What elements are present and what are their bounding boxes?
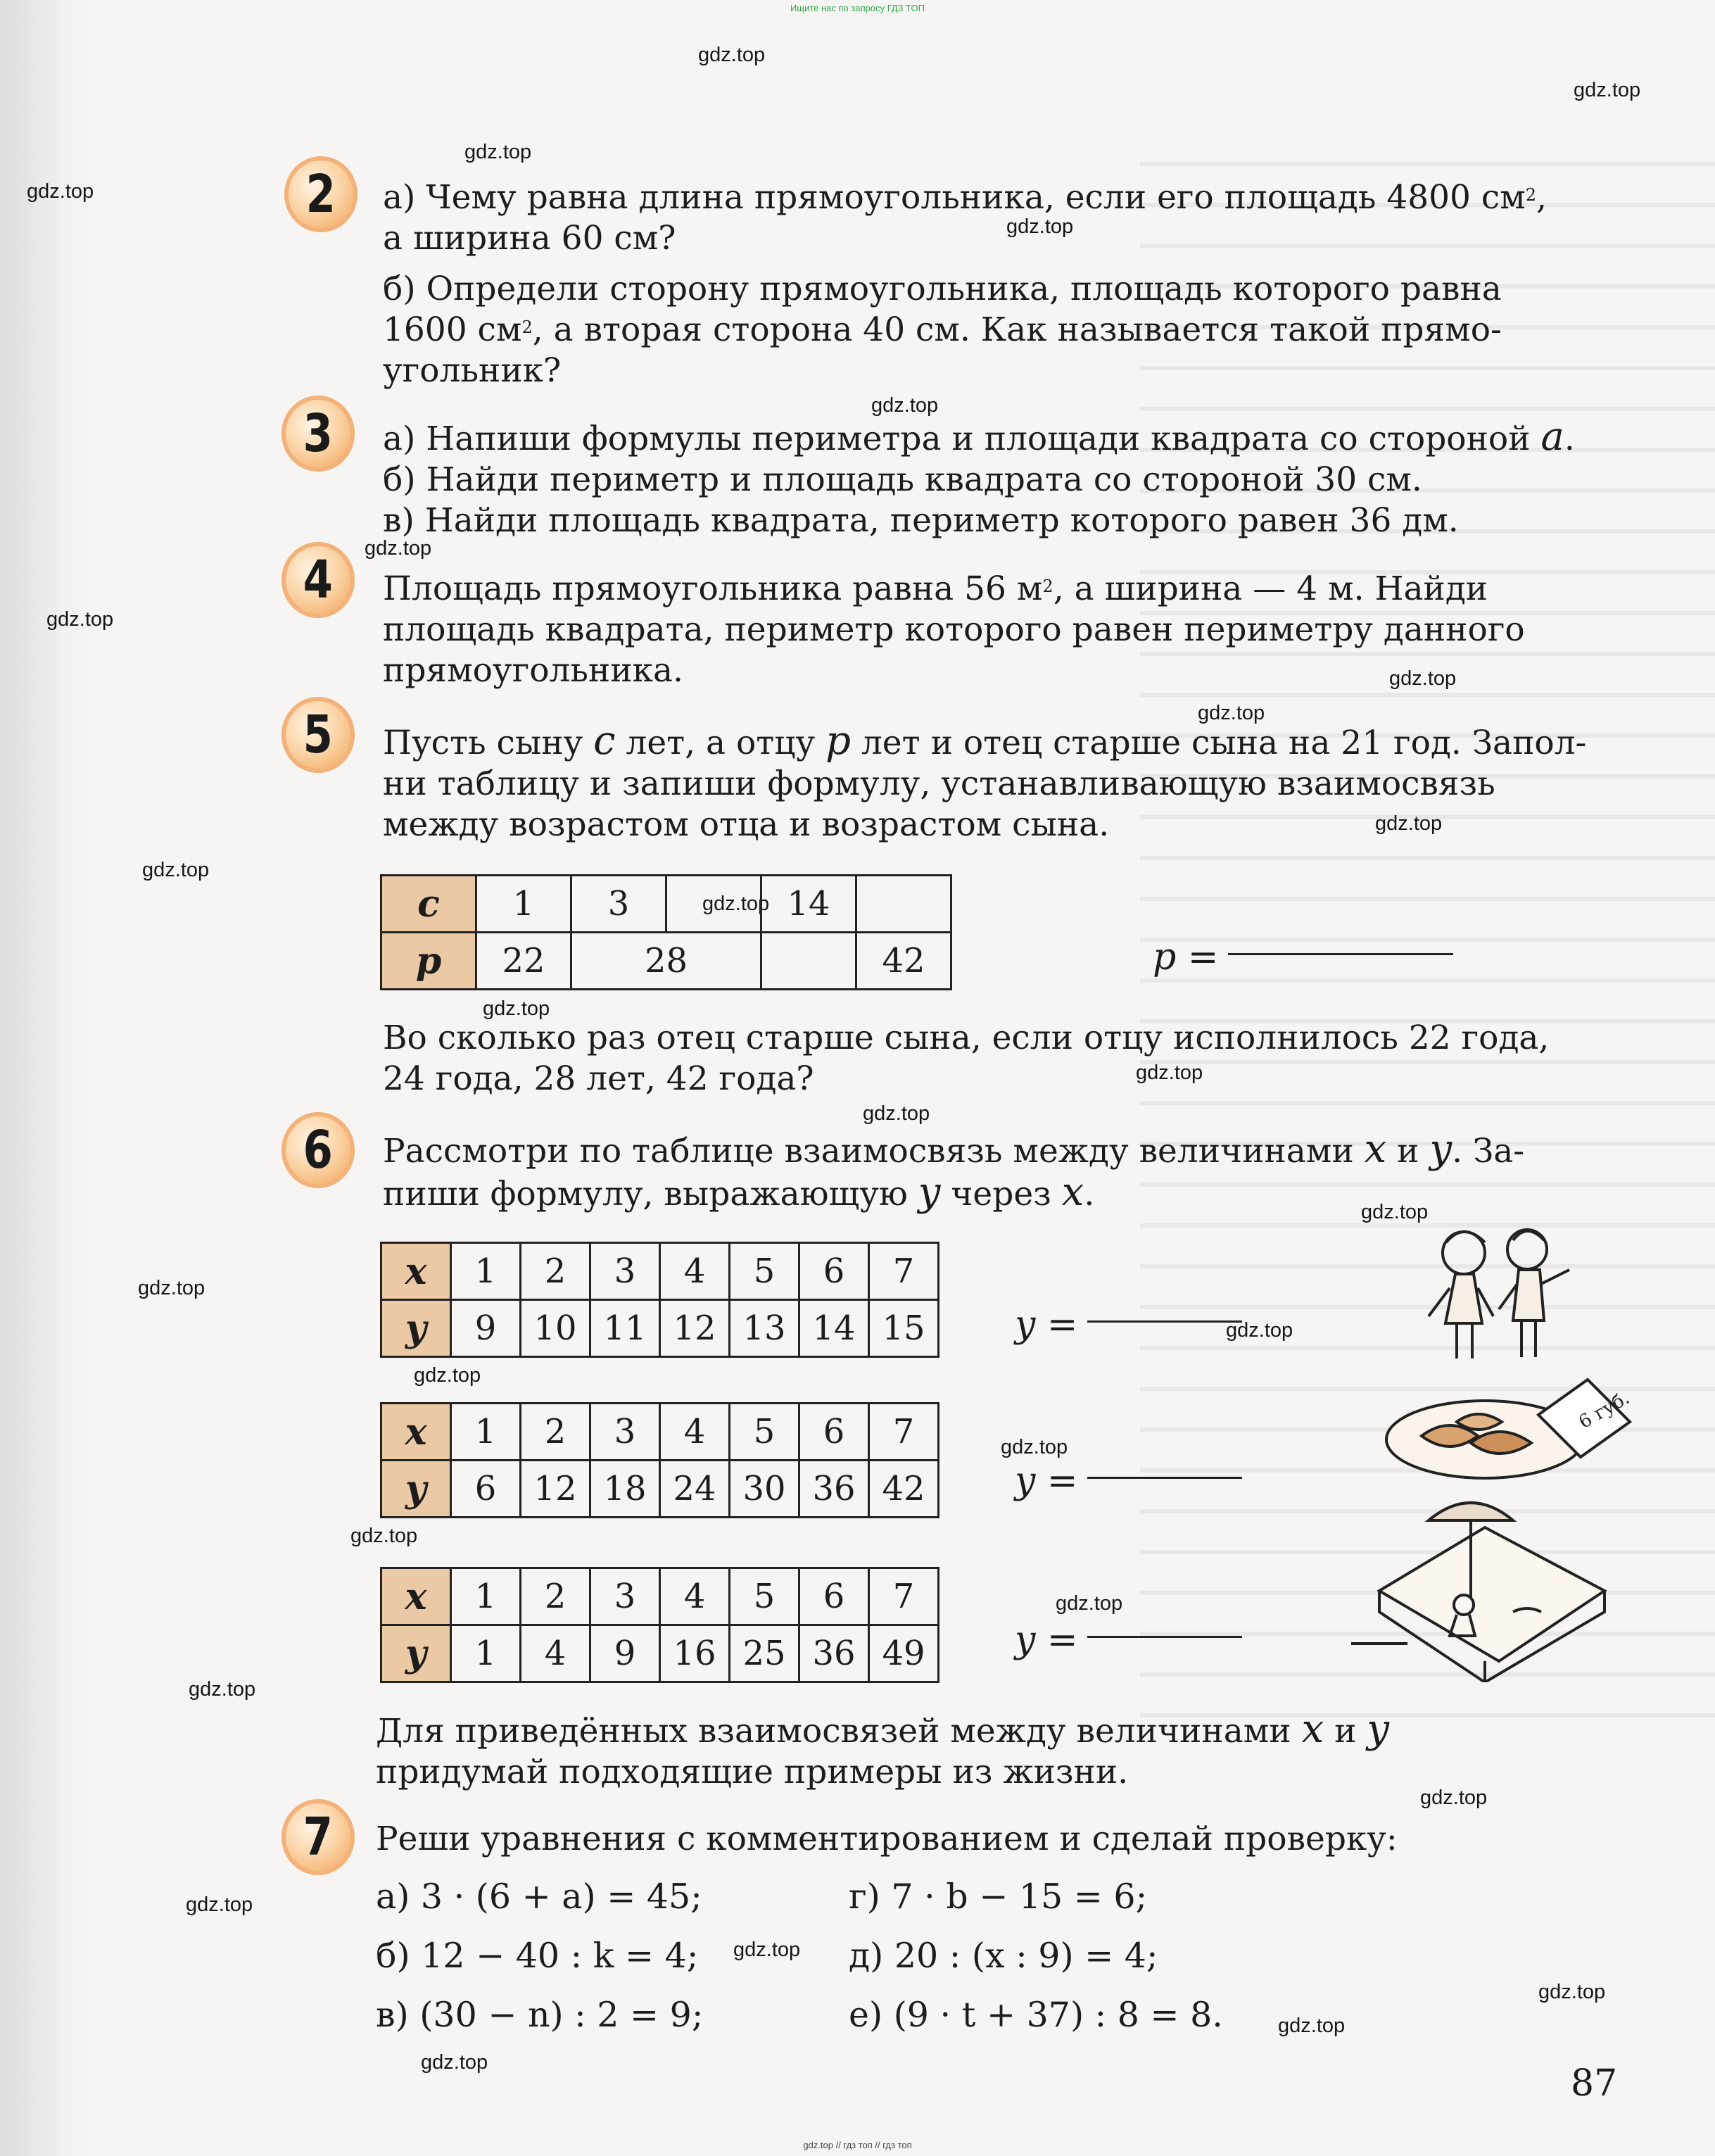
task-number-badge: 4: [281, 542, 355, 618]
table-cell: [761, 933, 856, 990]
table-cell: 3: [590, 1568, 660, 1625]
watermark: gdz.top: [863, 1102, 930, 1125]
table-cell: 4: [660, 1404, 730, 1461]
task-5-text: Пусть сыну c лет, а отцу p лет и отец старше сына на 21 год. Запол- ни таблицу и запиши формулу, устанавливающую взаимосвязь между возрастом отца и возрастом сына.: [383, 718, 1587, 844]
sandbox-illustration: [1351, 1485, 1619, 1682]
watermark: gdz.top: [186, 1893, 253, 1916]
table-cell: 9: [451, 1300, 521, 1357]
task-number-badge: 3: [281, 396, 355, 472]
table-cell: 1: [451, 1243, 521, 1300]
task-7-intro: Реши уравнения с комментированием и сделай проверку:: [376, 1820, 1398, 1858]
table-cell: 10: [521, 1300, 590, 1357]
watermark: gdz.top: [1001, 1436, 1068, 1458]
fish-plate-illustration: [1379, 1373, 1640, 1492]
table-cell: 14: [799, 1300, 869, 1357]
equation: г) 7 · b − 15 = 6;: [849, 1877, 1148, 1917]
table-cell: 1: [476, 876, 571, 933]
watermark: gdz.top: [189, 1678, 256, 1701]
task-6-table-3: [380, 1567, 939, 1683]
table-cell: c: [381, 876, 476, 933]
table-cell: 3: [571, 876, 666, 933]
table-cell: 14: [761, 876, 856, 933]
watermark: gdz.top: [1278, 2015, 1346, 2037]
task-number-badge: 7: [281, 1799, 355, 1875]
watermark: gdz.top: [46, 608, 114, 631]
task-number-badge: 5: [281, 697, 355, 773]
task-3-text: а) Напиши формулы периметра и площади квадрата со стороной a. б) Найди периметр и площадь квадрата со стороной 30 см. в) Найди площадь квадрата, периметр которого равен 36 дм.: [383, 414, 1575, 540]
task-5-table: [380, 874, 952, 990]
table-cell: 36: [799, 1461, 869, 1518]
table-cell: [856, 876, 951, 933]
watermark: gdz.top: [1420, 1786, 1488, 1809]
footer-note: gdz.top // гдз топ // гдз топ: [803, 2140, 912, 2150]
table-cell: 22: [476, 933, 571, 990]
watermark: gdz.top: [702, 893, 770, 915]
table-cell: 42: [856, 933, 951, 990]
task-2b-text: б) Определи сторону прямоугольника, площадь которого равна 1600 $см^2$, а вторая сторона 40 см. Как называется такой прямо- угольник?: [383, 270, 1502, 390]
watermark: gdz.top: [1136, 1061, 1203, 1084]
watermark: gdz.top: [421, 2051, 488, 2074]
table-cell: y: [381, 1625, 451, 1682]
table-cell: 3: [590, 1404, 660, 1461]
table-cell: 5: [730, 1404, 799, 1461]
table-cell: 16: [660, 1625, 730, 1682]
table-cell: 25: [730, 1625, 799, 1682]
equation: а) 3 · (6 + a) = 45;: [376, 1877, 702, 1917]
table-cell: p: [381, 933, 476, 990]
table-cell: 6: [799, 1243, 869, 1300]
table-cell: 42: [869, 1461, 939, 1518]
table-cell: 7: [869, 1404, 939, 1461]
watermark: gdz.top: [1538, 1981, 1606, 2003]
task-6-table-1: [380, 1242, 939, 1358]
watermark: gdz.top: [1375, 812, 1443, 835]
equation: в) (30 − n) : 2 = 9;: [376, 1995, 704, 2035]
table-cell: 7: [869, 1243, 939, 1300]
watermark: gdz.top: [1389, 667, 1457, 690]
table-cell: 12: [660, 1300, 730, 1357]
header-note: Ищите нас по запросу ГДЗ ТОП: [790, 3, 925, 13]
table-cell: 2: [521, 1243, 590, 1300]
task-6-text: Рассмотри по таблице взаимосвязь между величинами x и y. За- пиши формулу, выражающую y через x.: [383, 1126, 1525, 1215]
page-number: 87: [1571, 2062, 1618, 2105]
watermark: gdz.top: [1226, 1319, 1293, 1342]
table-cell: 1: [451, 1625, 521, 1682]
table-cell: 4: [521, 1625, 590, 1682]
table-cell: 2: [521, 1568, 590, 1625]
table-cell: 12: [521, 1461, 590, 1518]
equation: е) (9 · t + 37) : 8 = 8.: [849, 1995, 1223, 2035]
watermark: gdz.top: [365, 537, 432, 560]
task-6-table-2: [380, 1402, 939, 1518]
watermark: gdz.top: [1361, 1201, 1429, 1223]
table-cell: y: [381, 1300, 451, 1357]
watermark: gdz.top: [483, 997, 550, 1020]
task-number-badge: 6: [281, 1112, 355, 1188]
task-2-text: а) Чему равна длина прямоугольника, если его площадь 4800 $см^2$, а ширина 60 см?: [383, 178, 1547, 258]
watermark: gdz.top: [698, 44, 766, 66]
table-cell: 13: [730, 1300, 799, 1357]
watermark: gdz.top: [1198, 702, 1265, 724]
table-cell: 9: [590, 1625, 660, 1682]
formula-blank: p =: [1153, 936, 1453, 978]
table-cell: 6: [799, 1404, 869, 1461]
price-sign: 6 губ.: [1575, 1387, 1633, 1434]
watermark: gdz.top: [464, 141, 532, 163]
equation: д) 20 : (x : 9) = 4;: [849, 1936, 1158, 1976]
table-cell: 5: [730, 1568, 799, 1625]
table-cell: 6: [451, 1461, 521, 1518]
table-cell: 3: [590, 1243, 660, 1300]
watermark: gdz.top: [27, 180, 94, 203]
watermark: gdz.top: [1006, 215, 1074, 238]
table-cell: x: [381, 1404, 451, 1461]
watermark: gdz.top: [871, 394, 939, 417]
formula-blank: y =: [1015, 1460, 1242, 1502]
table-cell: 15: [869, 1300, 939, 1357]
table-cell: x: [381, 1568, 451, 1625]
watermark: gdz.top: [1056, 1592, 1123, 1615]
table-cell: x: [381, 1243, 451, 1300]
children-illustration: [1407, 1211, 1590, 1373]
table-cell: 6: [799, 1568, 869, 1625]
table-cell: 1: [451, 1568, 521, 1625]
table-cell: 36: [799, 1625, 869, 1682]
watermark: gdz.top: [414, 1364, 481, 1387]
formula-blank: y =: [1015, 1619, 1242, 1661]
table-cell: 4: [660, 1568, 730, 1625]
table-cell: [666, 876, 761, 933]
table-cell: 24: [660, 1461, 730, 1518]
table-cell: 18: [590, 1461, 660, 1518]
watermark: gdz.top: [142, 859, 210, 881]
table-cell: 28: [571, 933, 761, 990]
table-cell: 5: [730, 1243, 799, 1300]
watermark: gdz.top: [1574, 79, 1641, 101]
task-4-text: Площадь прямоугольника равна 56 $м^2$, а ширина — 4 м. Найди площадь квадрата, периметр которого равен периметру данного прямоугольника.: [383, 569, 1525, 690]
table-cell: 4: [660, 1243, 730, 1300]
formula-blank: y =: [1015, 1304, 1242, 1346]
task-5-question: Во сколько раз отец старше сына, если отцу исполнилось 22 года, 24 года, 28 лет, 42 года?: [383, 1019, 1550, 1098]
table-cell: y: [381, 1461, 451, 1518]
page-binding-shadow: [0, 0, 95, 2156]
watermark: gdz.top: [138, 1277, 205, 1299]
table-cell: 1: [451, 1404, 521, 1461]
table-cell: 49: [869, 1625, 939, 1682]
equation: б) 12 − 40 : k = 4;: [376, 1936, 699, 1976]
table-cell: 2: [521, 1404, 590, 1461]
task-number-badge: 2: [284, 156, 357, 232]
watermark: gdz.top: [350, 1525, 418, 1547]
watermark: gdz.top: [733, 1938, 801, 1961]
table-cell: 11: [590, 1300, 660, 1357]
table-cell: 7: [869, 1568, 939, 1625]
task-6-outro: Для приведённых взаимосвязей между величинами x и y придумай подходящие примеры из жизни.: [376, 1706, 1390, 1791]
table-cell: 30: [730, 1461, 799, 1518]
